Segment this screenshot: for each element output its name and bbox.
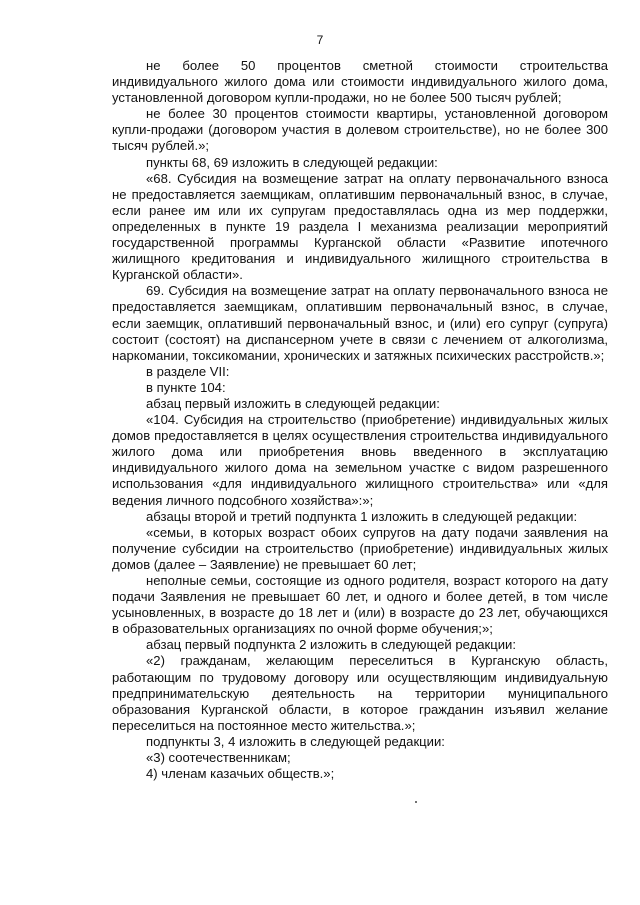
document-body: [112, 58, 608, 782]
scan-dot-mark: [415, 801, 417, 803]
paragraph-14: «2) гражданам, желающим переселиться в Курганскую область, работающим по трудовому договору или осуществляющим индивидуальную предпринимательскую деятельность на территории муниципального образования Курганской области, в которое гражданин изъявил желание переселиться на постоянное место жительства.»;: [112, 653, 608, 733]
paragraph-16: «3) соотечественникам;: [146, 750, 291, 766]
paragraph-6: в разделе VII:: [146, 363, 230, 379]
paragraph-11: «семьи, в которых возраст обоих супругов на дату подачи заявления на получение субсидии на строительство (приобретение) индивидуальных жилых домов (далее – Заявление) не превышает 60 лет;: [112, 524, 608, 572]
paragraph-15: подпункты 3, 4 изложить в следующей редакции:: [146, 733, 445, 749]
paragraph-13: абзац первый подпункта 2 изложить в следующей редакции:: [146, 637, 517, 653]
paragraph-12: неполные семьи, состоящие из одного родителя, возраст которого на дату подачи Заявления не превышает 60 лет, и одного и более детей, в том числе усыновленных, в возрасте до 18 лет и (или) в возрасте до 23 лет, обучающихся в образовательных организациях по очной форме обучения;»;: [112, 573, 608, 637]
paragraph-4: «68. Субсидия на возмещение затрат на оплату первоначального взноса не предоставляется заемщикам, оплатившим первоначальный взнос, в случае, если ранее им или их супругам предоставлялась одна из мер поддержки, определенных в пункте 19 раздела I механизма реализации мероприятий государственной программы Курганской области «Развитие ипотечного жилищного кредитования и индивидуального жилищного строительства в Курганской области».: [112, 170, 608, 283]
paragraph-2: не более 30 процентов стоимости квартиры, установленной договором купли-продажи (договором участия в долевом строительстве), но не более 300 тысяч рублей.»;: [112, 106, 608, 154]
paragraph-3: пункты 68, 69 изложить в следующей редакции:: [146, 154, 438, 170]
page-number: 7: [316, 33, 324, 47]
paragraph-8: абзац первый изложить в следующей редакции:: [146, 395, 440, 411]
paragraph-10: абзацы второй и третий подпункта 1 изложить в следующей редакции:: [146, 508, 578, 524]
paragraph-1: не более 50 процентов сметной стоимости строительства индивидуального жилого дома или стоимости индивидуального жилого дома, установленной договором купли-продажи, но не более 500 тысяч рублей;: [112, 58, 608, 106]
paragraph-9: «104. Субсидия на строительство (приобретение) индивидуальных жилых домов предоставляется в целях осуществления строительства индивидуального жилого дома или приобретения вновь введенного в эксплуатацию индивидуального жилого дома на земельном участке с видом разрешенного использования «для индивидуального жилищного строительства» или «для ведения личного подсобного хозяйства»:»;: [112, 412, 608, 508]
paragraph-5: 69. Субсидия на возмещение затрат на оплату первоначального взноса не предоставляется заемщикам, оплатившим первоначальный взнос, в случае, если заемщик, оплативший первоначальный взнос, и (или) его супруг (супруга) состоит (состоят) на диспансерном учете в связи с лечением от алкоголизма, наркомании, токсикомании, хронических и затяжных психических расстройств.»;: [112, 283, 608, 363]
paragraph-17: 4) членам казачьих обществ.»;: [146, 766, 335, 782]
paragraph-7: в пункте 104:: [146, 379, 226, 395]
